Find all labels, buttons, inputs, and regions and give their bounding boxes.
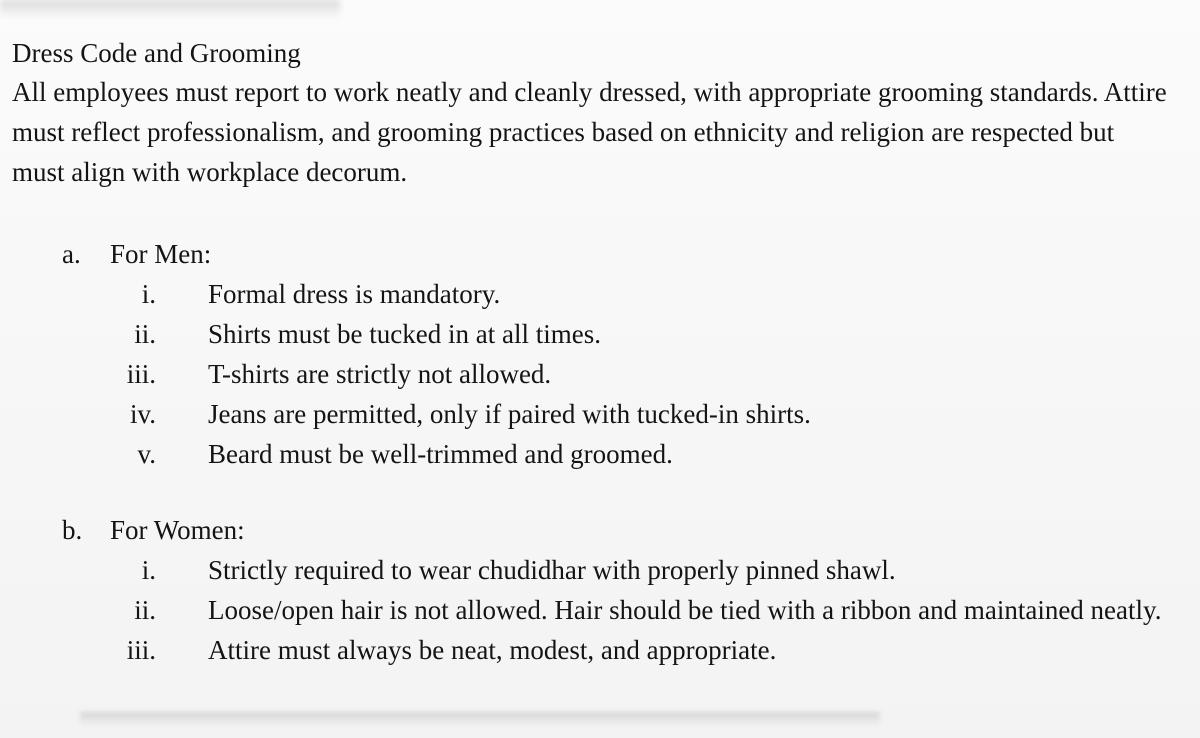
list-item-text: T-shirts are strictly not allowed. xyxy=(208,359,552,389)
document-heading: Dress Code and Grooming xyxy=(12,38,301,68)
scan-shadow-bottom xyxy=(80,712,880,726)
section-header xyxy=(12,510,1187,550)
section-header xyxy=(12,234,1187,274)
section-title: For Men: xyxy=(110,239,212,269)
list-item xyxy=(12,354,1187,394)
list-numeral: iii. xyxy=(126,635,156,665)
section-title: For Women: xyxy=(110,515,245,545)
list-item-text: Strictly required to wear chudidhar with properly pinned shawl. xyxy=(208,555,896,585)
list-numeral: iii. xyxy=(126,359,156,389)
list-item-text: Formal dress is mandatory. xyxy=(208,279,501,309)
section-for-women xyxy=(12,510,1187,670)
list-item xyxy=(12,274,1187,314)
list-numeral: iv. xyxy=(130,399,156,429)
scan-shadow-top xyxy=(0,0,340,18)
list-numeral: i. xyxy=(141,555,156,585)
list-item-text: Jeans are permitted, only if paired with tucked-in shirts. xyxy=(208,399,811,429)
list-numeral: ii. xyxy=(134,595,156,625)
list-item-text: Beard must be well-trimmed and groomed. xyxy=(208,439,673,469)
list-item xyxy=(12,314,1187,354)
section-letter: a. xyxy=(62,239,81,269)
list-numeral: v. xyxy=(137,439,156,469)
list-item-text: Loose/open hair is not allowed. Hair should be tied with a ribbon and maintained neatly. xyxy=(208,595,1162,625)
document-body xyxy=(12,34,1187,670)
list-item xyxy=(12,550,1187,590)
list-item-text: Shirts must be tucked in at all times. xyxy=(208,319,601,349)
list-item xyxy=(12,434,1187,474)
section-for-men xyxy=(12,234,1187,474)
list-item-text: Attire must always be neat, modest, and appropriate. xyxy=(208,635,777,665)
list-item xyxy=(12,590,1187,630)
list-numeral: i. xyxy=(141,279,156,309)
list-item xyxy=(12,394,1187,434)
list-numeral: ii. xyxy=(134,319,156,349)
list-item xyxy=(12,630,1187,670)
intro-paragraph: All employees must report to work neatly and cleanly dressed, with appropriate grooming standards. Attire must reflect professionalism, and grooming practices based on ethnicity and religion are respected but must align with workplace decorum. xyxy=(12,77,1167,187)
section-letter: b. xyxy=(62,515,83,545)
